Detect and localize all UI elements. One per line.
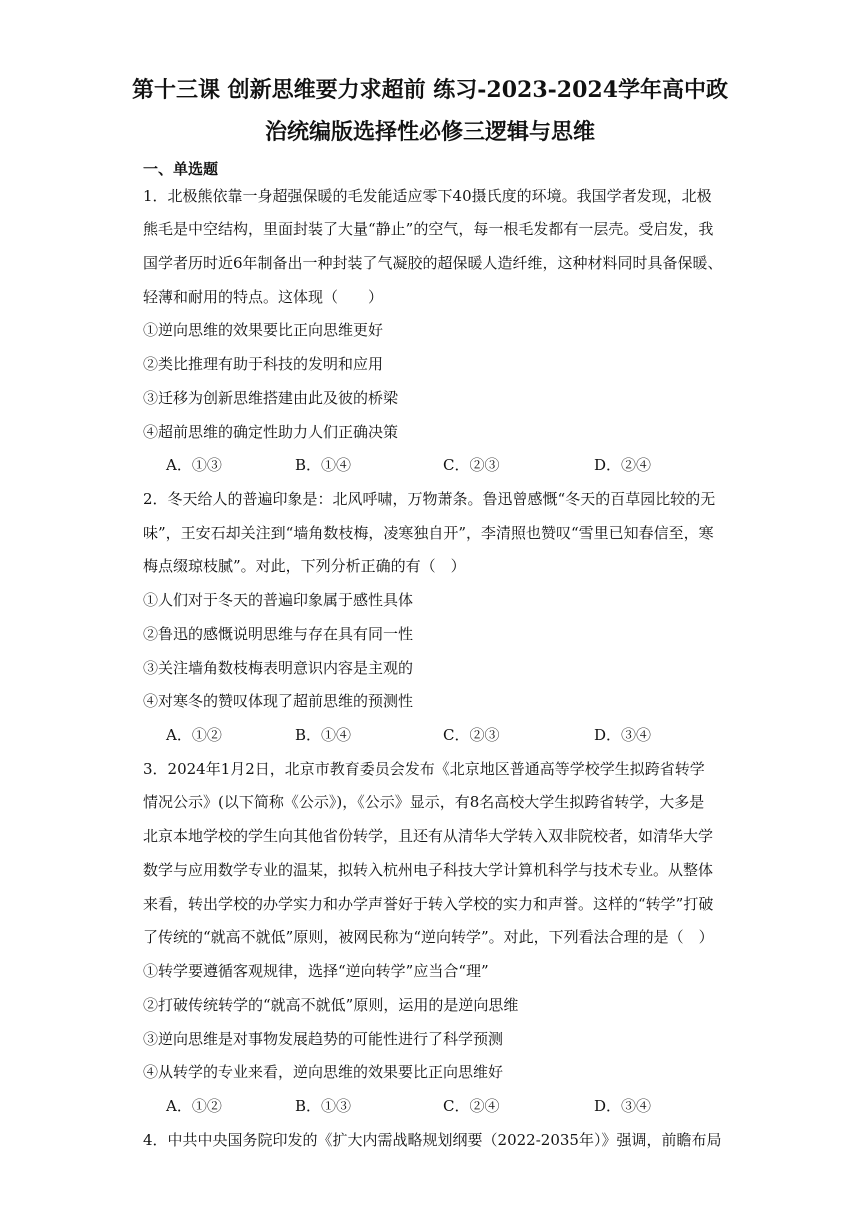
q2-stem-line: 味”，王安石却关注到“墙角数枝梅，凌寒独自开”，李清照也赞叹“雪里已知春信至，寒 xyxy=(143,524,714,542)
doc-title-line-1: 第十三课 创新思维要力求超前 练习-2023-2024学年高中政 xyxy=(131,77,729,103)
q1-stem-line: 国学者历时近6年制备出一种封装了气凝胶的超保暖人造纤维，这种材料同时具备保暖、 xyxy=(143,254,723,272)
q1-option-b[interactable]: B．①④ xyxy=(295,456,352,474)
q2-item: ③关注墙角数枝梅表明意识内容是主观的 xyxy=(143,659,414,677)
q3-option-a[interactable]: A．①② xyxy=(166,1097,222,1115)
q3-option-c[interactable]: C．②④ xyxy=(443,1097,500,1115)
q3-stem-line: 来看，转出学校的办学实力和办学声誉好于转入学校的实力和声誉。这样的“转学”打破 xyxy=(143,895,714,913)
q1-item: ①逆向思维的效果要比正向思维更好 xyxy=(143,321,384,339)
section-heading: 一、单选题 xyxy=(143,160,219,178)
q3-stem-line: 情况公示》(以下简称《公示》)，《公示》显示，有8名高校大学生拟跨省转学，大多是 xyxy=(143,793,705,811)
q2-item: ④对寒冬的赞叹体现了超前思维的预测性 xyxy=(143,692,414,710)
q1-option-a[interactable]: A．①③ xyxy=(166,456,222,474)
q1-item: ④超前思维的确定性助力人们正确决策 xyxy=(143,423,399,441)
q3-stem-line: 北京本地学校的学生向其他省份转学，且还有从清华大学转入双非院校者，如清华大学 xyxy=(143,827,714,845)
q3-option-b[interactable]: B．①③ xyxy=(295,1097,352,1115)
q1-option-c[interactable]: C．②③ xyxy=(443,456,500,474)
q2-option-c[interactable]: C．②③ xyxy=(443,726,500,744)
q2-option-b[interactable]: B．①④ xyxy=(295,726,352,744)
q2-stem-line: 2．冬天给人的普遍印象是：北风呼啸，万物萧条。鲁迅曾感慨“冬天的百草园比较的无 xyxy=(143,490,716,508)
q2-item: ②鲁迅的感慨说明思维与存在具有同一性 xyxy=(143,625,414,643)
q3-option-d[interactable]: D．③④ xyxy=(594,1097,652,1115)
q1-stem-line: 1．北极熊依靠一身超强保暖的毛发能适应零下40摄氏度的环境。我国学者发现，北极 xyxy=(143,187,712,205)
q3-stem-line: 了传统的“就高不就低”原则，被网民称为“逆向转学”。对此，下列看法合理的是（ ） xyxy=(143,928,714,946)
q4-stem-line: 4．中共中央国务院印发的《扩大内需战略规划纲要（2022-2035年）》强调，前瞻布局 xyxy=(143,1131,722,1149)
q3-item: ②打破传统转学的“就高不就低”原则，运用的是逆向思维 xyxy=(143,996,519,1014)
q1-stem-line: 熊毛是中空结构，里面封装了大量“静止”的空气，每一根毛发都有一层壳。受启发，我 xyxy=(143,220,714,238)
q1-item: ②类比推理有助于科技的发明和应用 xyxy=(143,355,384,373)
q3-item: ①转学要遵循客观规律，选择“逆向转学”应当合“理” xyxy=(143,962,489,980)
q3-stem-line: 3．2024年1月2日，北京市教育委员会发布《北京地区普通高等学校学生拟跨省转学 xyxy=(143,760,705,778)
q3-item: ③逆向思维是对事物发展趋势的可能性进行了科学预测 xyxy=(143,1030,504,1048)
q1-stem-line: 轻薄和耐用的特点。这体现（ ） xyxy=(143,288,384,306)
q2-option-a[interactable]: A．①② xyxy=(166,726,222,744)
q3-stem-line: 数学与应用数学专业的温某，拟转入杭州电子科技大学计算机科学与技术专业。从整体 xyxy=(143,861,714,879)
q2-stem-line: 梅点缀琼枝腻”。对此，下列分析正确的有（ ） xyxy=(143,557,466,575)
q3-item: ④从转学的专业来看，逆向思维的效果要比正向思维好 xyxy=(143,1063,504,1081)
doc-title-line-2: 治统编版选择性必修三逻辑与思维 xyxy=(264,119,595,145)
q1-item: ③迁移为创新思维搭建由此及彼的桥梁 xyxy=(143,389,399,407)
q2-option-d[interactable]: D．③④ xyxy=(594,726,652,744)
q2-item: ①人们对于冬天的普遍印象属于感性具体 xyxy=(143,591,414,609)
q1-option-d[interactable]: D．②④ xyxy=(594,456,652,474)
